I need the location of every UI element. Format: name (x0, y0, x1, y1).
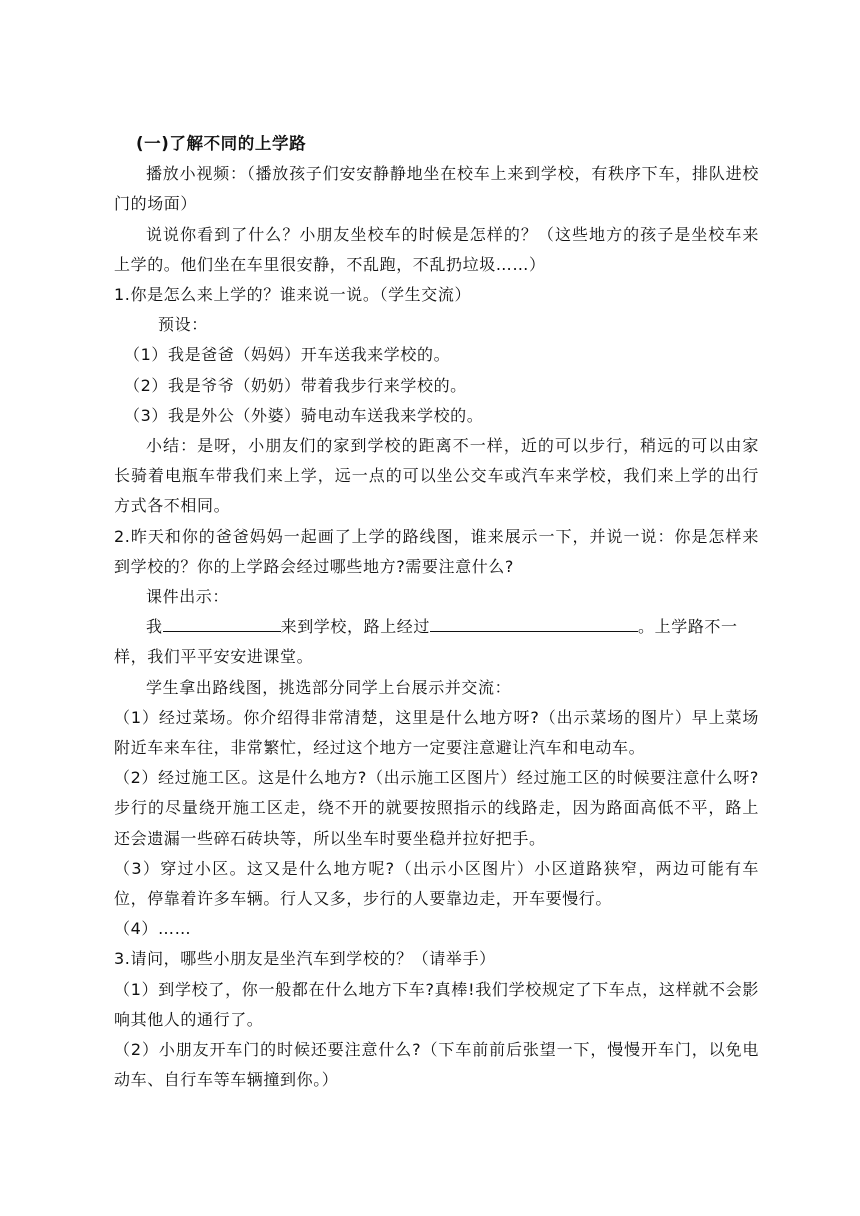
fill-blank-places (430, 615, 638, 632)
list-item: （1）到学校了，你一般都在什么地方下车?真棒!我们学校规定了下车点，这样就不会影响其他人的通行了。 (114, 979, 759, 1029)
summary-paragraph: 小结：是呀，小朋友们的家到学校的距离不一样，近的可以步行，稍远的可以由家长骑着电瓶车带我们来上学，远一点的可以坐公交车或汽车来学校，我们来上学的出行方式各不相同。 (114, 436, 759, 516)
list-item: （1）经过菜场。你介绍得非常清楚，这里是什么地方呀?（出示菜场的图片）早上菜场附近车来车往，非常繁忙，经过这个地方一定要注意避让汽车和电动车。 (114, 707, 759, 758)
list-item: （4）…… (114, 919, 192, 939)
list-item: （2）经过施工区。这是什么地方?（出示施工区图片）经过施工区的时候要注意什么呀?步行的尽量绕开施工区走，绕不开的就要按照指示的线路走，因为路面高低不平，路上还会遗漏一些碎石砖块等，所以坐车时要坐稳并拉好把手。 (114, 768, 759, 848)
fill-in-continuation: 样，我们平平安安进课堂。 (114, 647, 314, 667)
document-body (114, 129, 759, 1096)
fill-text-3: 。上学路不一 (638, 617, 738, 637)
question-1: 1.你是怎么来上学的？谁来说一说。（学生交流） (114, 285, 472, 305)
fill-in-sentence (114, 612, 759, 642)
display-intro: 学生拿出路线图，挑选部分同学上台展示并交流： (146, 677, 512, 697)
fill-blank-method (163, 615, 281, 632)
fill-text-2: 来到学校，路上经过 (280, 617, 431, 637)
list-item: （2）小朋友开车门的时候还要注意什么?（下车前前后张望一下，慢慢开车门，以免电动车、自行车等车辆撞到你。） (114, 1040, 759, 1090)
courseware-label: 课件出示： (146, 587, 230, 607)
question-3: 3.请问，哪些小朋友是坐汽车到学校的？（请举手） (114, 949, 496, 969)
list-item: （3）穿过小区。这又是什么地方呢?（出示小区图片）小区道路狭窄，两边可能有车位，停靠着许多车辆。行人又多，步行的人要靠边走，开车要慢行。 (114, 858, 759, 909)
fill-text-1: 我 (146, 617, 163, 637)
section-title: (一)了解不同的上学路 (136, 134, 307, 153)
preset-item: （2）我是爷爷（奶奶）带着我步行来学校的。 (124, 375, 467, 395)
intro-paragraph-discussion: 说说你看到了什么？小朋友坐校车的时候是怎样的？（这些地方的孩子是坐校车来上学的。他们坐在车里很安静，不乱跑，不乱扔垃圾……） (114, 224, 759, 274)
intro-paragraph-video: 播放小视频：（播放孩子们安安静静地坐在校车上来到学校，有秩序下车，排队进校门的场面） (114, 164, 759, 214)
preset-label: 预设： (158, 315, 208, 335)
preset-item: （1）我是爸爸（妈妈）开车送我来学校的。 (124, 345, 451, 365)
question-2: 2.昨天和你的爸爸妈妈一起画了上学的路线图，谁来展示一下，并说一说：你是怎样来到学校的？你的上学路会经过哪些地方?需要注意什么? (114, 526, 759, 576)
preset-item: （3）我是外公（外婆）骑电动车送我来学校的。 (124, 405, 484, 425)
